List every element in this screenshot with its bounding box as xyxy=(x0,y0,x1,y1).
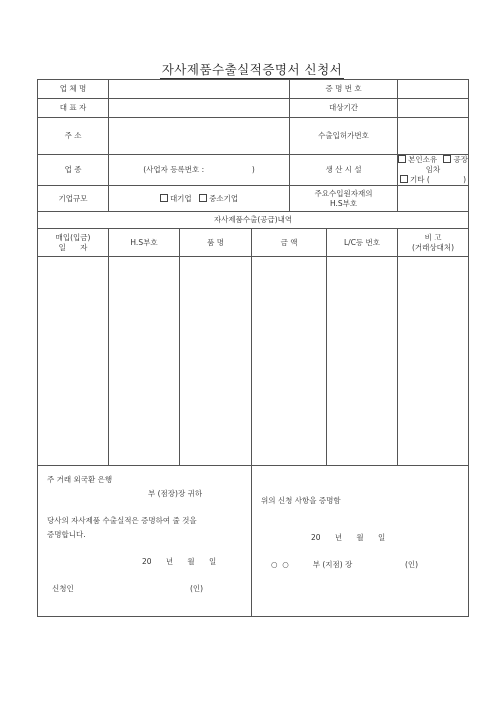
row-address xyxy=(38,118,469,155)
certify-text: 위의 신청 사항을 증명함 xyxy=(261,496,341,506)
cell-remarks[interactable] xyxy=(398,257,469,466)
applicant-section xyxy=(38,466,252,617)
certifier-section xyxy=(252,466,469,617)
cell-item[interactable] xyxy=(180,257,252,466)
field-company-name[interactable] xyxy=(109,80,290,99)
field-production-facility: 본인소유 공장임차 기타 ( ) xyxy=(398,155,469,186)
applicant-date: 20 년 월 일 xyxy=(142,557,217,567)
cell-date[interactable] xyxy=(38,257,109,466)
branch-addressee: 부 (점장)장 귀하 xyxy=(148,489,203,499)
certify-date: 20 년 월 일 xyxy=(311,533,386,543)
request-text-line2: 증명합니다. xyxy=(47,530,86,540)
col-remarks: 비 고 (거래상대처) xyxy=(398,229,469,257)
label-target-period: 대상기간 xyxy=(290,99,398,118)
row-column-headers xyxy=(38,229,469,257)
label-export-permit-no: 수출입허가번호 xyxy=(290,118,398,155)
col-amount: 금 액 xyxy=(252,229,327,257)
field-biz-reg-no[interactable]: (사업자 등록번호 : ) xyxy=(109,155,290,186)
field-representative[interactable] xyxy=(109,99,290,118)
label-representative: 대 표 자 xyxy=(38,99,109,118)
row-business-type xyxy=(38,155,469,186)
col-lc-number: L/C등 번호 xyxy=(327,229,398,257)
field-company-size: 대기업 중소기업 xyxy=(109,186,290,212)
applicant-seal: (인) xyxy=(190,584,204,594)
checkbox-other[interactable] xyxy=(400,175,408,183)
field-main-import-hs[interactable] xyxy=(398,186,469,212)
label-production-facility: 생 산 시 설 xyxy=(290,155,398,186)
field-target-period[interactable] xyxy=(398,99,469,118)
label-cert-number: 증 명 번 호 xyxy=(290,80,398,99)
label-business-type: 업 종 xyxy=(38,155,109,186)
row-details-body xyxy=(38,257,469,466)
field-export-permit-no[interactable] xyxy=(398,118,469,155)
row-company-name xyxy=(38,80,469,99)
col-hs-code: H.S부호 xyxy=(109,229,180,257)
row-company-size xyxy=(38,186,469,212)
certifier-seal: (인) xyxy=(405,560,419,570)
checkbox-factory-lease[interactable] xyxy=(443,155,451,163)
label-address: 주 소 xyxy=(38,118,109,155)
checkbox-sme[interactable] xyxy=(199,194,207,202)
col-item: 품 명 xyxy=(180,229,252,257)
row-details-header xyxy=(38,212,469,229)
cell-hs-code[interactable] xyxy=(109,257,180,466)
certifier-branch: ○ ○ 부 (지점) 장 xyxy=(271,560,353,570)
bank-label: 주 거래 외국환 은행 xyxy=(47,475,113,485)
checkbox-own[interactable] xyxy=(398,155,406,163)
field-cert-number[interactable] xyxy=(398,80,469,99)
details-header: 자사제품수출(공급)내역 xyxy=(38,212,469,229)
checkbox-large-company[interactable] xyxy=(160,194,168,202)
applicant-label: 신청인 xyxy=(52,584,74,594)
label-company-size: 기업규모 xyxy=(38,186,109,212)
label-company-name: 업 체 명 xyxy=(38,80,109,99)
col-date: 매입(입금) 일 자 xyxy=(38,229,109,257)
cell-amount[interactable] xyxy=(252,257,327,466)
row-representative xyxy=(38,99,469,118)
request-text-line1: 당사의 자사제품 수출실적은 증명하여 줄 것을 xyxy=(47,516,197,526)
label-main-import-hs: 주요수입원자재의 H.S부호 xyxy=(290,186,398,212)
application-form-table xyxy=(37,79,469,617)
cell-lc-number[interactable] xyxy=(327,257,398,466)
row-signatures xyxy=(38,466,469,617)
document-title: 자사제품수출실적증명서 신청서 xyxy=(161,62,343,77)
field-address[interactable] xyxy=(109,118,290,155)
